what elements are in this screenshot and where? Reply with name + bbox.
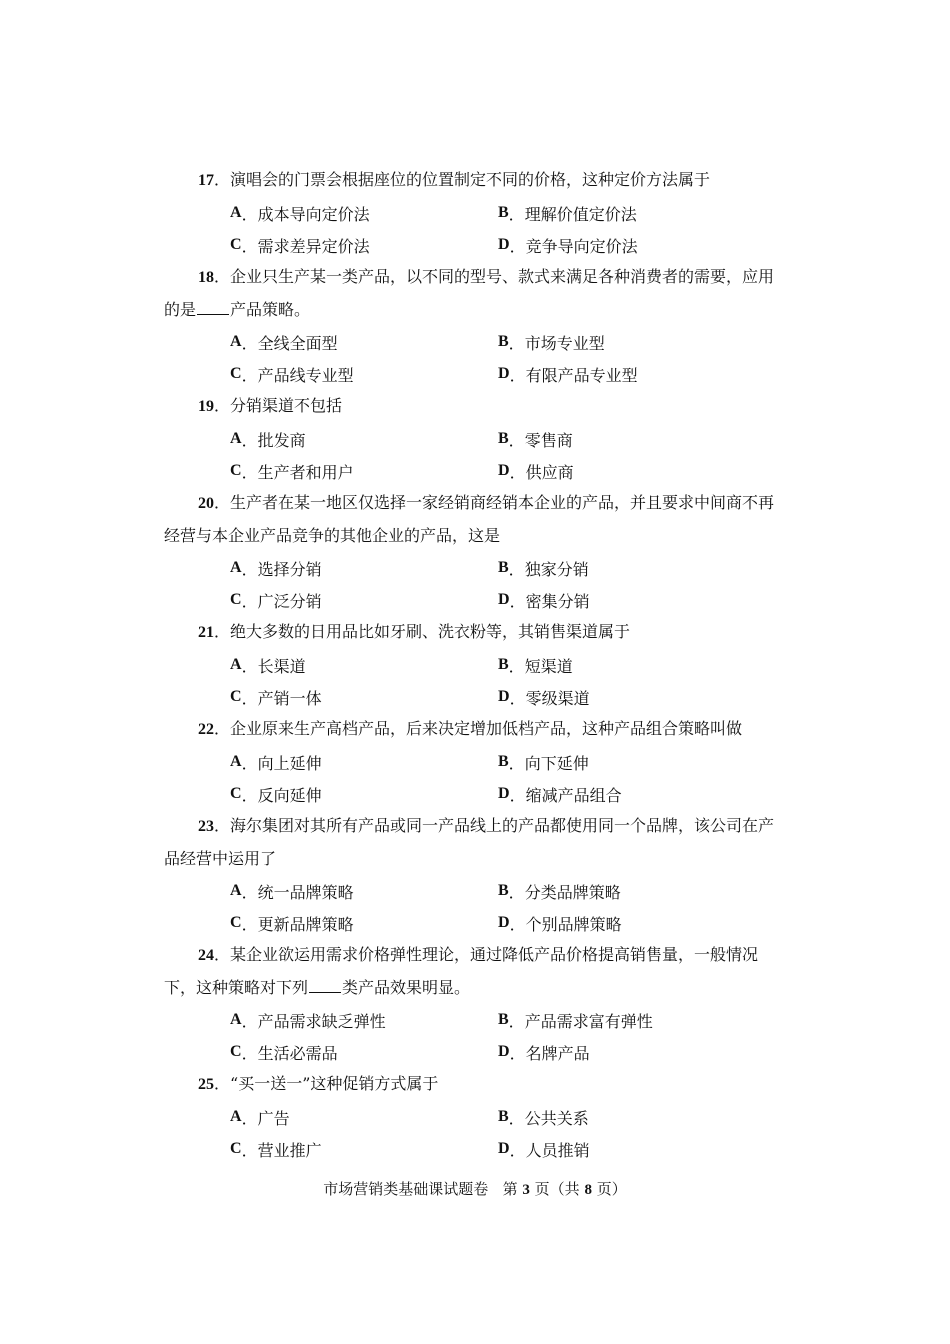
option-b: B ． 向下延伸 (498, 753, 589, 773)
question-number: 17 (198, 172, 214, 189)
question-number: 25 (198, 1076, 214, 1093)
question-text: 绝大多数的日用品比如牙刷、洗衣粉等，其销售渠道属于 (230, 622, 631, 641)
option-a: A ． 产品需求缺乏弹性 (230, 1011, 386, 1031)
option-a: A ． 广告 (230, 1108, 290, 1128)
question-number: 18 (198, 269, 214, 286)
question-text: 某企业欲运用需求价格弹性理论，通过降低产品价格提高销售量，一般情况下，这种策略对下列 (164, 945, 759, 997)
option-a: A ． 向上延伸 (230, 753, 322, 773)
question-21: 21．绝大多数的日用品比如牙刷、洗衣粉等，其销售渠道属于 A ． 长渠道 B ． 短渠道 C ． 产销一体 D ． 零级渠道 (164, 616, 790, 713)
option-d: D ． 人员推销 (498, 1140, 590, 1160)
option-a: A ． 成本导向定价法 (230, 204, 370, 224)
question-text: 企业只生产某一类产品，以不同的型号、款式来满足各种消费者的需要，应用的是 (164, 267, 775, 319)
option-row (164, 778, 790, 810)
option-d: D ． 供应商 (498, 462, 574, 482)
option-row (164, 552, 790, 584)
page-footer: 市场营销类基础课试题卷 第 3 页（共 8 页） (323, 1180, 627, 1198)
question-number: 23 (198, 818, 214, 835)
option-b: B ． 公共关系 (498, 1108, 589, 1128)
option-b: B ． 分类品牌策略 (498, 882, 621, 902)
option-row (164, 681, 790, 713)
total-pages: 8 (584, 1182, 592, 1198)
question-text: 企业原来生产高档产品，后来决定增加低档产品，这种产品组合策略叫做 (230, 719, 743, 738)
option-c: C ． 生产者和用户 (230, 462, 354, 482)
option-b: B ． 独家分销 (498, 559, 589, 579)
option-row (164, 1101, 790, 1133)
option-d: D ． 零级渠道 (498, 688, 590, 708)
option-row (164, 326, 790, 358)
option-d: D ． 有限产品专业型 (498, 365, 638, 385)
option-a: A ． 选择分销 (230, 559, 322, 579)
option-c: C ． 反向延伸 (230, 785, 322, 805)
question-text: 演唱会的门票会根据座位的位置制定不同的价格，这种定价方法属于 (230, 170, 711, 189)
answer-blank (197, 300, 229, 315)
question-text-tail: 产品策略。 (230, 300, 311, 319)
question-text: “买一送一”这种促销方式属于 (230, 1074, 439, 1093)
question-number: 19 (198, 398, 214, 415)
option-c: C ． 生活必需品 (230, 1043, 338, 1063)
question-17: 17．演唱会的门票会根据座位的位置制定不同的价格，这种定价方法属于 A ． 成本导向定价法 B ． 理解价值定价法 C ． 需求差异定价法 D ． 竞争导向定价法 (164, 164, 790, 261)
option-b: B ． 市场专业型 (498, 333, 605, 353)
question-number: 20 (198, 495, 214, 512)
exam-title: 市场营销类基础课试题卷 (323, 1180, 489, 1198)
option-a: A ． 批发商 (230, 430, 306, 450)
option-b: B ． 产品需求富有弹性 (498, 1011, 653, 1031)
option-row (164, 1133, 790, 1165)
option-row (164, 229, 790, 261)
question-22: 22．企业原来生产高档产品，后来决定增加低档产品，这种产品组合策略叫做 A ． 向上延伸 B ． 向下延伸 C ． 反向延伸 D ． 缩减产品组合 (164, 713, 790, 810)
option-c: C ． 更新品牌策略 (230, 914, 354, 934)
option-row (164, 1004, 790, 1036)
option-d: D ． 名牌产品 (498, 1043, 590, 1063)
question-23: 23．海尔集团对其所有产品或同一产品线上的产品都使用同一个品牌，该公司在产品经营中运用了 A ． 统一品牌策略 B ． 分类品牌策略 C ． 更新品牌策略 D ． 个别品牌策略 (164, 810, 790, 939)
option-b: B ． 零售商 (498, 430, 573, 450)
question-number: 22 (198, 721, 214, 738)
question-19: 19．分销渠道不包括 A ． 批发商 B ． 零售商 C ． 生产者和用户 D ． 供应商 (164, 390, 790, 487)
option-row (164, 875, 790, 907)
option-d: D ． 缩减产品组合 (498, 785, 622, 805)
option-a: A ． 统一品牌策略 (230, 882, 354, 902)
option-d: D ． 竞争导向定价法 (498, 236, 638, 256)
option-a: A ． 长渠道 (230, 656, 306, 676)
option-row (164, 423, 790, 455)
question-text-tail: 类产品效果明显。 (342, 978, 471, 997)
question-20: 20．生产者在某一地区仅选择一家经销商经销本企业的产品，并且要求中间商不再经营与本企业产品竞争的其他企业的产品，这是 A ． 选择分销 B ． 独家分销 C ． 广泛分销 D ． 密集分销 (164, 487, 790, 616)
question-25: 25．“买一送一”这种促销方式属于 A ． 广告 B ． 公共关系 C ． 营业推广 D ． 人员推销 (164, 1068, 790, 1165)
option-row (164, 649, 790, 681)
question-18: 18．企业只生产某一类产品，以不同的型号、款式来满足各种消费者的需要，应用的是 产品策略。 A ． 全线全面型 B ． 市场专业型 C ． 产品线专业型 D ． 有限产品专业型 (164, 261, 790, 390)
question-text: 生产者在某一地区仅选择一家经销商经销本企业的产品，并且要求中间商不再经营与本企业产品竞争的其他企业的产品，这是 (164, 493, 775, 545)
exam-content (164, 164, 790, 1165)
question-text: 分销渠道不包括 (230, 396, 343, 415)
option-row (164, 197, 790, 229)
option-c: C ． 产品线专业型 (230, 365, 354, 385)
page-number: 3 (522, 1182, 530, 1198)
option-row (164, 455, 790, 487)
option-c: C ． 广泛分销 (230, 591, 322, 611)
question-24: 24．某企业欲运用需求价格弹性理论，通过降低产品价格提高销售量，一般情况下，这种策略对下列 类产品效果明显。 A ． 产品需求缺乏弹性 B ． 产品需求富有弹性 C ． 生活必需品 D ． 名牌产品 (164, 939, 790, 1068)
option-a: A ． 全线全面型 (230, 333, 338, 353)
option-c: C ． 产销一体 (230, 688, 322, 708)
option-row (164, 746, 790, 778)
question-number: 21 (198, 624, 214, 641)
option-row (164, 358, 790, 390)
option-row (164, 1036, 790, 1068)
question-number: 24 (198, 947, 214, 964)
answer-blank (309, 978, 341, 993)
option-row (164, 907, 790, 939)
option-b: B ． 理解价值定价法 (498, 204, 637, 224)
question-text: 海尔集团对其所有产品或同一产品线上的产品都使用同一个品牌，该公司在产品经营中运用了 (164, 816, 775, 868)
option-c: C ． 营业推广 (230, 1140, 322, 1160)
option-d: D ． 密集分销 (498, 591, 590, 611)
option-row (164, 584, 790, 616)
option-b: B ． 短渠道 (498, 656, 573, 676)
option-d: D ． 个别品牌策略 (498, 914, 622, 934)
option-c: C ． 需求差异定价法 (230, 236, 370, 256)
